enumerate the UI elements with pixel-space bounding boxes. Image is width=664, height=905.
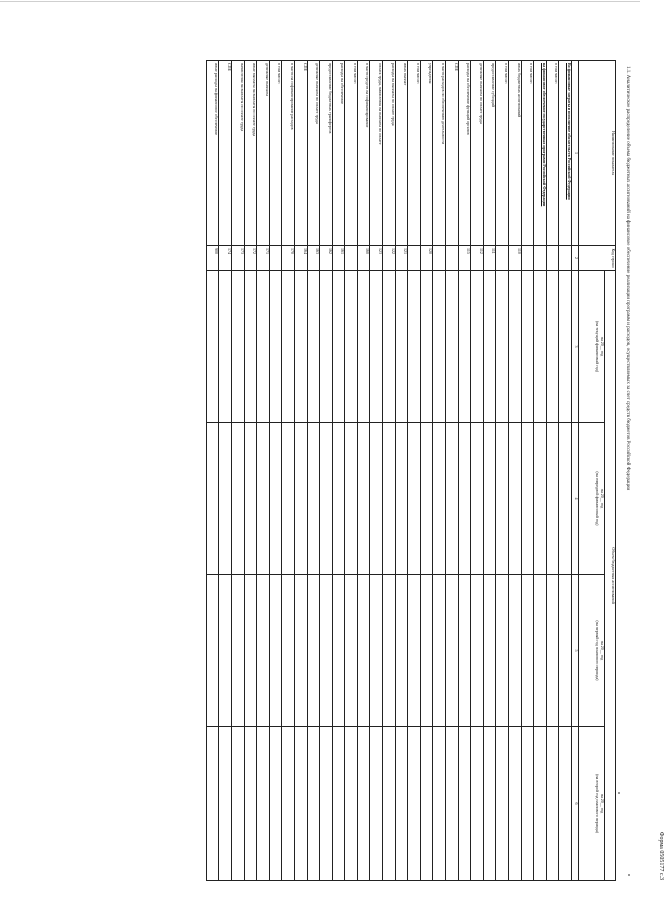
row-name-cell: СПЕ xyxy=(446,61,459,246)
row-code-cell xyxy=(534,246,547,271)
row-name-cell: на финансовое обеспечение государственных программ Российской Федерации xyxy=(534,61,547,246)
rotated-form-page xyxy=(76,60,664,880)
value-cell xyxy=(483,423,496,575)
value-cell xyxy=(509,423,522,575)
value-cell xyxy=(509,727,522,881)
row-code-cell: 120 xyxy=(420,246,433,271)
value-cell xyxy=(320,727,333,881)
value-cell xyxy=(307,727,320,881)
row-code-cell: 163 xyxy=(307,246,320,271)
value-cell xyxy=(332,575,345,727)
row-name-cell: расходы на обеспечение xyxy=(332,61,345,246)
row-code-cell: 161 xyxy=(332,246,345,271)
table-row xyxy=(496,61,509,881)
value-cell xyxy=(546,727,559,881)
value-cell xyxy=(357,423,370,575)
value-cell xyxy=(269,575,282,727)
row-name-cell: расходы на обеспечение функций органов xyxy=(458,61,471,246)
value-cell xyxy=(219,423,232,575)
value-cell xyxy=(357,271,370,423)
table-row xyxy=(219,61,232,881)
value-cell xyxy=(370,727,383,881)
table-row xyxy=(383,61,396,881)
value-cell xyxy=(395,727,408,881)
row-code-cell xyxy=(446,246,459,271)
section-title: 1.1. Аналитическое распределение объема бюджетных ассигнований на финансовое обеспечение реализации программ и расходов, осуществляемых за счет средств бюджетов Российской Федерации xyxy=(625,66,630,491)
header-row-1 xyxy=(605,61,616,881)
table-row xyxy=(244,61,257,881)
row-code-cell xyxy=(433,246,446,271)
row-name-cell: в том числе: xyxy=(269,61,282,246)
value-cell xyxy=(420,727,433,881)
row-code-cell xyxy=(408,246,421,271)
value-cell xyxy=(345,727,358,881)
table-row xyxy=(420,61,433,881)
form-code: Форма 0505177 с.3 xyxy=(658,831,664,880)
value-cell xyxy=(282,575,295,727)
row-name-cell: расходы на выплаты по оплате труда xyxy=(383,61,396,246)
table-row xyxy=(458,61,471,881)
row-name-cell: в том числе: xyxy=(345,61,358,246)
value-cell xyxy=(458,271,471,423)
row-name-cell: денежные выплаты xyxy=(257,61,270,246)
value-cell xyxy=(269,271,282,423)
table-row xyxy=(534,61,547,881)
value-cell xyxy=(559,575,572,727)
value-cell xyxy=(307,575,320,727)
value-cell xyxy=(383,575,396,727)
value-cell xyxy=(294,575,307,727)
column-number-row xyxy=(572,61,579,881)
value-cell xyxy=(408,575,421,727)
row-name-cell: в части на софинансирование расходов xyxy=(282,61,295,246)
column-number: 3 xyxy=(572,271,579,423)
value-cell xyxy=(282,423,295,575)
row-code-cell: 164 xyxy=(294,246,307,271)
row-name-cell: в части расходов по обеспечению деятельности xyxy=(433,61,446,246)
row-code-cell xyxy=(559,246,572,271)
value-cell xyxy=(395,423,408,575)
value-cell xyxy=(206,271,219,423)
table-row xyxy=(408,61,421,881)
row-name-cell: учреждения xyxy=(420,61,433,246)
table-row xyxy=(332,61,345,881)
row-code-cell: 115 xyxy=(458,246,471,271)
value-cell xyxy=(433,575,446,727)
value-cell xyxy=(219,575,232,727)
table-row xyxy=(357,61,370,881)
value-cell xyxy=(345,271,358,423)
value-cell xyxy=(320,271,333,423)
value-cell xyxy=(206,575,219,727)
value-cell xyxy=(370,575,383,727)
top-edge-line xyxy=(0,1,640,2)
row-name-cell: в части средств на софинансирование xyxy=(357,61,370,246)
value-cell xyxy=(433,727,446,881)
table-row xyxy=(345,61,358,881)
value-cell xyxy=(332,271,345,423)
table-row xyxy=(546,61,559,881)
period-header-3: на 20__ год (на первый год планового периода) xyxy=(579,575,605,727)
row-code-cell xyxy=(496,246,509,271)
value-cell xyxy=(471,575,484,727)
value-cell xyxy=(546,271,559,423)
table-row xyxy=(483,61,496,881)
value-cell xyxy=(521,575,534,727)
value-cell xyxy=(219,727,232,881)
value-cell xyxy=(496,271,509,423)
row-code-cell: 172 xyxy=(244,246,257,271)
row-name-cell: в том числе: xyxy=(521,61,534,246)
value-cell xyxy=(282,271,295,423)
value-cell xyxy=(244,727,257,881)
value-cell xyxy=(257,727,270,881)
row-name-cell: СПЕ xyxy=(219,61,232,246)
row-code-cell: 171 xyxy=(257,246,270,271)
column-number: 1 xyxy=(572,61,579,246)
value-cell xyxy=(231,575,244,727)
value-cell xyxy=(446,423,459,575)
table-row xyxy=(521,61,534,881)
table-row xyxy=(269,61,282,881)
value-cell xyxy=(269,423,282,575)
value-cell xyxy=(320,423,333,575)
row-code-cell: 162 xyxy=(320,246,333,271)
value-cell xyxy=(332,423,345,575)
row-code-cell: 122 xyxy=(383,246,396,271)
value-cell xyxy=(534,271,547,423)
value-cell xyxy=(294,423,307,575)
value-cell xyxy=(294,271,307,423)
table-row xyxy=(559,61,572,881)
row-code-cell: 160 xyxy=(357,246,370,271)
row-name-cell: предоставление бюджетных трансфертов xyxy=(320,61,333,246)
row-name-cell: в том числе: xyxy=(408,61,421,246)
row-code-cell: 123 xyxy=(370,246,383,271)
value-cell xyxy=(433,423,446,575)
row-code-cell xyxy=(269,246,282,271)
value-cell xyxy=(269,727,282,881)
row-name-cell: иных выплат xyxy=(395,61,408,246)
row-code-cell xyxy=(546,246,559,271)
table-row xyxy=(294,61,307,881)
table-row xyxy=(471,61,484,881)
value-cell xyxy=(546,575,559,727)
column-number: 2 xyxy=(572,246,579,271)
table-row xyxy=(307,61,320,881)
value-cell xyxy=(244,271,257,423)
value-cell xyxy=(559,727,572,881)
value-cell xyxy=(496,727,509,881)
row-code-cell: 112 xyxy=(471,246,484,271)
row-name-cell: СПЕ xyxy=(294,61,307,246)
period-header-1: на 20__ год (на текущий финансовый год) xyxy=(579,271,605,423)
value-cell xyxy=(534,423,547,575)
row-name-cell: предоставление субсидий xyxy=(483,61,496,246)
value-cell xyxy=(509,271,522,423)
value-cell xyxy=(370,271,383,423)
row-code-cell: 174 xyxy=(219,246,232,271)
row-name-cell: начисления на выплаты по оплате труда xyxy=(231,61,244,246)
value-cell xyxy=(446,575,459,727)
table-row xyxy=(320,61,333,881)
value-cell xyxy=(509,575,522,727)
value-cell xyxy=(471,423,484,575)
value-cell xyxy=(294,727,307,881)
value-cell xyxy=(521,271,534,423)
table-row xyxy=(282,61,295,881)
table-row xyxy=(433,61,446,881)
value-cell xyxy=(320,575,333,727)
value-cell xyxy=(446,727,459,881)
row-code-cell: 900 xyxy=(206,246,219,271)
value-cell xyxy=(521,423,534,575)
value-cell xyxy=(206,423,219,575)
value-cell xyxy=(383,727,396,881)
value-cell xyxy=(458,575,471,727)
row-code-cell xyxy=(521,246,534,271)
value-cell xyxy=(433,271,446,423)
row-code-cell: 110 xyxy=(509,246,522,271)
value-cell xyxy=(257,271,270,423)
value-cell xyxy=(383,423,396,575)
value-cell xyxy=(395,575,408,727)
value-cell xyxy=(307,423,320,575)
row-code-cell: 111 xyxy=(483,246,496,271)
value-cell xyxy=(257,575,270,727)
value-cell xyxy=(332,727,345,881)
table-row xyxy=(257,61,270,881)
value-cell xyxy=(458,727,471,881)
col-code-header: Код строки xyxy=(579,246,616,271)
value-cell xyxy=(559,423,572,575)
budget-table xyxy=(206,60,616,881)
column-number: 4 xyxy=(572,423,579,575)
value-cell xyxy=(383,271,396,423)
column-number: 5 xyxy=(572,575,579,727)
value-cell xyxy=(408,271,421,423)
row-name-cell: денежные выплаты по оплате труда xyxy=(471,61,484,246)
value-cell xyxy=(219,271,232,423)
value-cell xyxy=(370,423,383,575)
row-code-cell: 170 xyxy=(282,246,295,271)
row-name-cell: Во финансовые затраты и исполнение обязательств Российской Федерации xyxy=(559,61,572,246)
col-name-header: Наименование показателя xyxy=(579,61,616,246)
value-cell xyxy=(395,271,408,423)
value-cell xyxy=(408,727,421,881)
value-cell xyxy=(458,423,471,575)
row-code-cell xyxy=(345,246,358,271)
table-row xyxy=(395,61,408,881)
value-cell xyxy=(345,423,358,575)
scan-speck xyxy=(618,792,620,794)
value-cell xyxy=(282,727,295,881)
value-cell xyxy=(257,423,270,575)
value-cell xyxy=(496,423,509,575)
table-row xyxy=(446,61,459,881)
value-cell xyxy=(244,575,257,727)
value-cell xyxy=(307,271,320,423)
value-cell xyxy=(345,575,358,727)
table-row xyxy=(509,61,522,881)
value-cell xyxy=(420,271,433,423)
value-cell xyxy=(231,271,244,423)
value-cell xyxy=(244,423,257,575)
value-cell xyxy=(546,423,559,575)
value-cell xyxy=(521,727,534,881)
column-number: 6 xyxy=(572,727,579,881)
value-cell xyxy=(357,575,370,727)
value-cell xyxy=(559,271,572,423)
value-cell xyxy=(357,727,370,881)
row-name-cell: оплата труда, начисления на выплаты по оплате xyxy=(370,61,383,246)
table-row xyxy=(206,61,219,881)
value-cell xyxy=(534,575,547,727)
table-row xyxy=(370,61,383,881)
period-header-4: на 20__ год (на второй год планового периода) xyxy=(579,727,605,881)
period-header-2: на 20__ год (на очередной финансовый год) xyxy=(579,423,605,575)
value-cell xyxy=(534,727,547,881)
value-cell xyxy=(408,423,421,575)
value-cell xyxy=(483,575,496,727)
value-cell xyxy=(206,727,219,881)
row-code-cell: 121 xyxy=(395,246,408,271)
value-cell xyxy=(231,423,244,575)
value-cell xyxy=(420,575,433,727)
row-name-cell: в том числе: xyxy=(546,61,559,246)
value-cell xyxy=(420,423,433,575)
value-cell xyxy=(471,271,484,423)
row-name-cell: иные выплаты на выплаты по оплате труда xyxy=(244,61,257,246)
row-code-cell: 173 xyxy=(231,246,244,271)
row-name-cell: в том числе: xyxy=(496,61,509,246)
row-name-cell: иных бюджетных ассигнований xyxy=(509,61,522,246)
row-name-cell: денежные выплаты по оплате труда xyxy=(307,61,320,246)
table-row xyxy=(231,61,244,881)
row-name-cell: иные расходы на финансовое обеспечение xyxy=(206,61,219,246)
value-cell xyxy=(483,271,496,423)
value-cell xyxy=(231,727,244,881)
value-cell xyxy=(471,727,484,881)
value-cell xyxy=(483,727,496,881)
value-cell xyxy=(446,271,459,423)
col-span-title: Объем бюджетных ассигнований xyxy=(605,271,616,881)
value-cell xyxy=(496,575,509,727)
